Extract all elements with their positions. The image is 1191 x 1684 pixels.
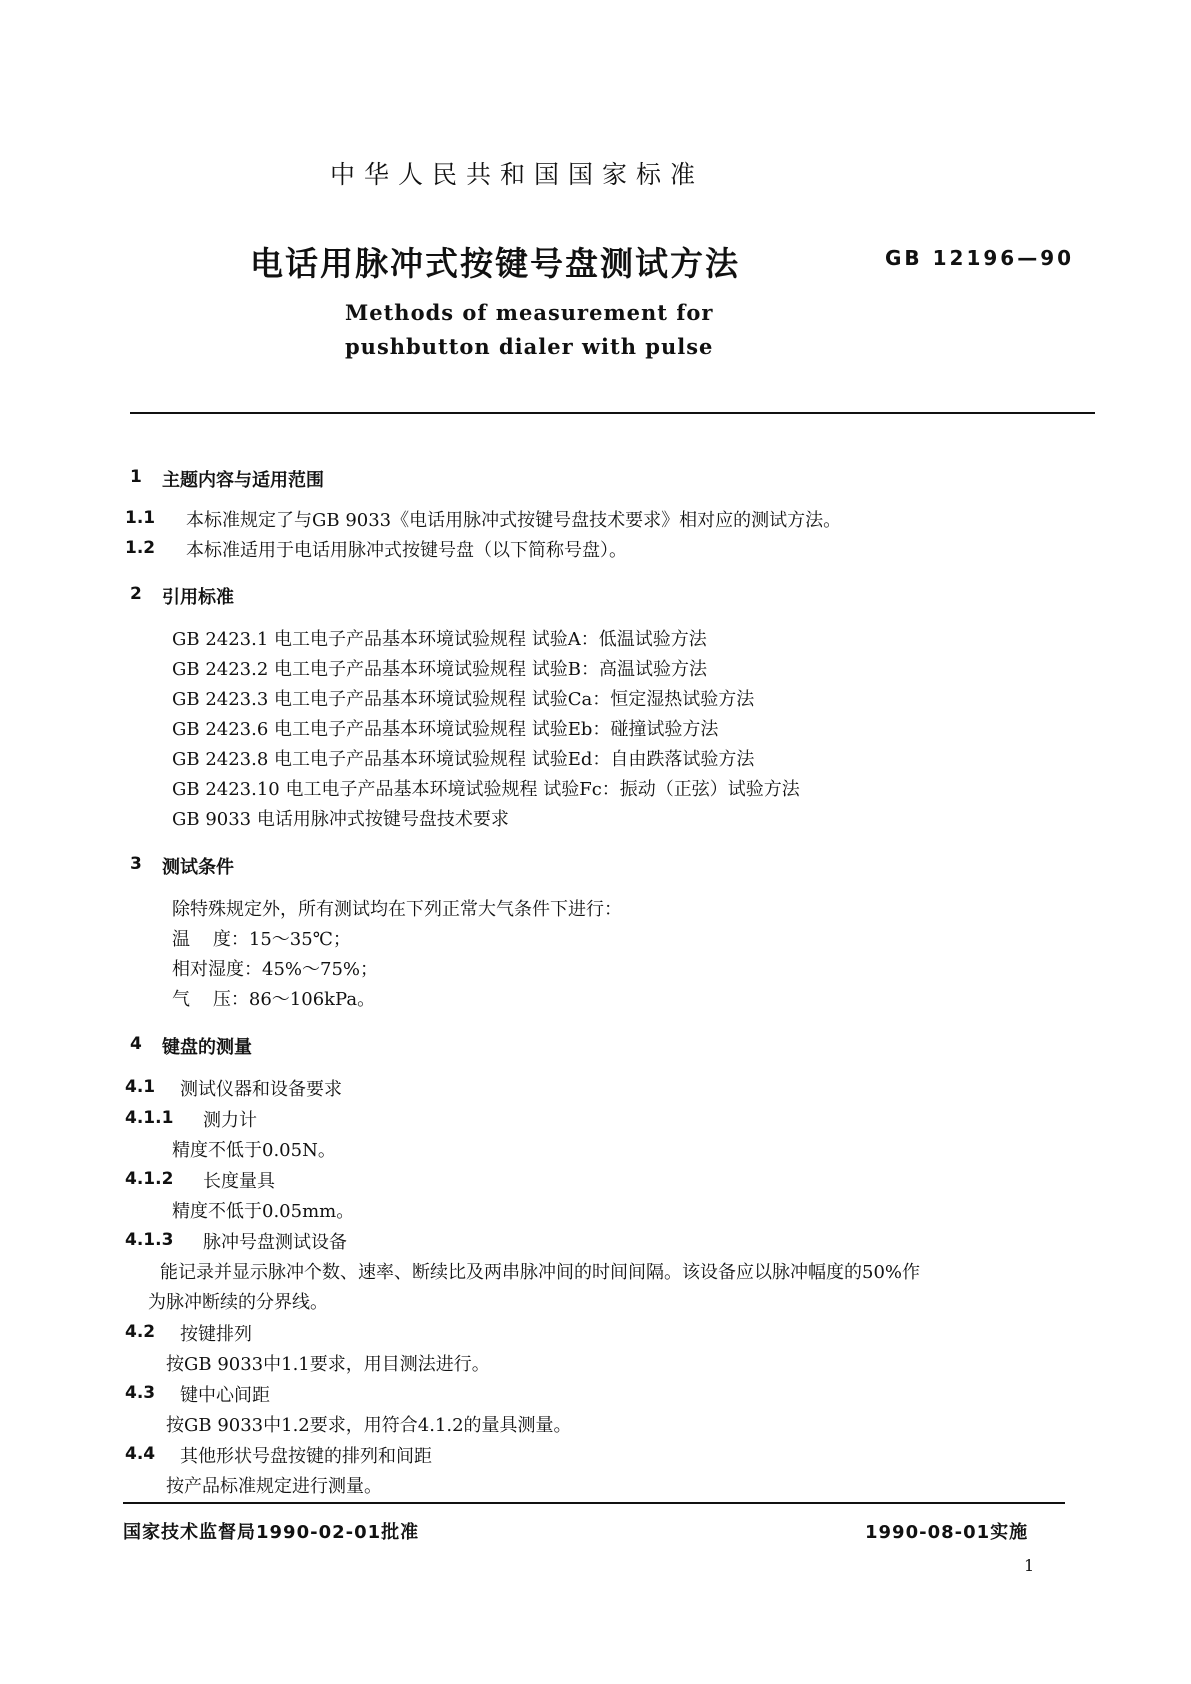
clause-4-2-body: 按GB 9033中1.1要求，用目测法进行。	[166, 1354, 490, 1375]
national-standard-label: 中华人民共和国国家标准	[330, 160, 705, 189]
clause-4-2-number: 4.2	[125, 1322, 156, 1342]
page-number: 1	[1024, 1556, 1035, 1575]
clause-4-1-1-body: 精度不低于0.05N。	[172, 1140, 336, 1161]
clause-1-1-text: 本标准规定了与GB 9033《电话用脉冲式按键号盘技术要求》相对应的测试方法。	[186, 510, 842, 531]
document-title-en-line1: Methods of measurement for	[345, 300, 714, 325]
document-title-cn: 电话用脉冲式按键号盘测试方法	[250, 244, 740, 283]
clause-1-2-number: 1.2	[125, 538, 156, 558]
reference-gb2423-3: GB 2423.3 电工电子产品基本环境试验规程 试验Ca：恒定湿热试验方法	[172, 689, 755, 710]
condition-temperature: 温 度：15～35℃；	[172, 929, 351, 950]
standard-number: GB 12196—90	[885, 246, 1075, 270]
reference-gb9033: GB 9033 电话用脉冲式按键号盘技术要求	[172, 809, 509, 830]
footer-divider	[123, 1502, 1065, 1504]
clause-4-3-title: 键中心间距	[180, 1385, 270, 1406]
reference-gb2423-1: GB 2423.1 电工电子产品基本环境试验规程 试验A：低温试验方法	[172, 629, 707, 650]
clause-4-2-title: 按键排列	[180, 1324, 252, 1345]
clause-4-1-2-title: 长度量具	[203, 1171, 275, 1192]
clause-4-1-1-number: 4.1.1	[125, 1108, 174, 1128]
reference-gb2423-6: GB 2423.6 电工电子产品基本环境试验规程 试验Eb：碰撞试验方法	[172, 719, 719, 740]
clause-4-1-number: 4.1	[125, 1077, 156, 1097]
section-1-number: 1	[130, 467, 142, 487]
clause-4-1-3-body-line2: 为脉冲断续的分界线。	[148, 1292, 328, 1313]
clause-4-4-title: 其他形状号盘按键的排列和间距	[180, 1446, 432, 1467]
clause-4-3-body: 按GB 9033中1.2要求，用符合4.1.2的量具测量。	[166, 1415, 572, 1436]
clause-4-4-number: 4.4	[125, 1444, 156, 1464]
clause-4-1-3-body-line1: 能记录并显示脉冲个数、速率、断续比及两串脉冲间的时间间隔。该设备应以脉冲幅度的50%作	[160, 1262, 921, 1283]
document-title-en-line2: pushbutton dialer with pulse	[345, 334, 714, 359]
section-4-heading: 键盘的测量	[162, 1037, 252, 1058]
clause-1-1-number: 1.1	[125, 508, 156, 528]
clause-4-3-number: 4.3	[125, 1383, 156, 1403]
conditions-intro: 除特殊规定外，所有测试均在下列正常大气条件下进行：	[172, 899, 622, 920]
approval-date: 国家技术监督局1990-02-01批准	[123, 1522, 420, 1543]
clause-4-1-title: 测试仪器和设备要求	[180, 1079, 342, 1100]
clause-4-1-2-number: 4.1.2	[125, 1169, 174, 1189]
section-1-heading: 主题内容与适用范围	[162, 470, 324, 491]
implementation-date: 1990-08-01实施	[865, 1522, 1029, 1543]
clause-4-1-1-title: 测力计	[203, 1110, 257, 1131]
reference-gb2423-8: GB 2423.8 电工电子产品基本环境试验规程 试验Ed：自由跌落试验方法	[172, 749, 755, 770]
section-2-number: 2	[130, 584, 142, 604]
section-3-heading: 测试条件	[162, 857, 234, 878]
clause-1-2-text: 本标准适用于电话用脉冲式按键号盘（以下简称号盘）。	[186, 540, 627, 561]
clause-4-1-3-title: 脉冲号盘测试设备	[203, 1232, 347, 1253]
clause-4-1-2-body: 精度不低于0.05mm。	[172, 1201, 355, 1222]
header-divider	[130, 412, 1095, 414]
clause-4-4-body: 按产品标准规定进行测量。	[166, 1476, 382, 1497]
reference-gb2423-10: GB 2423.10 电工电子产品基本环境试验规程 试验Fc：振动（正弦）试验方法	[172, 779, 800, 800]
reference-gb2423-2: GB 2423.2 电工电子产品基本环境试验规程 试验B：高温试验方法	[172, 659, 707, 680]
section-4-number: 4	[130, 1034, 142, 1054]
section-2-heading: 引用标准	[162, 587, 234, 608]
condition-humidity: 相对湿度：45%～75%；	[172, 959, 379, 980]
condition-pressure: 气 压：86～106kPa。	[172, 989, 376, 1010]
clause-4-1-3-number: 4.1.3	[125, 1230, 174, 1250]
section-3-number: 3	[130, 854, 142, 874]
